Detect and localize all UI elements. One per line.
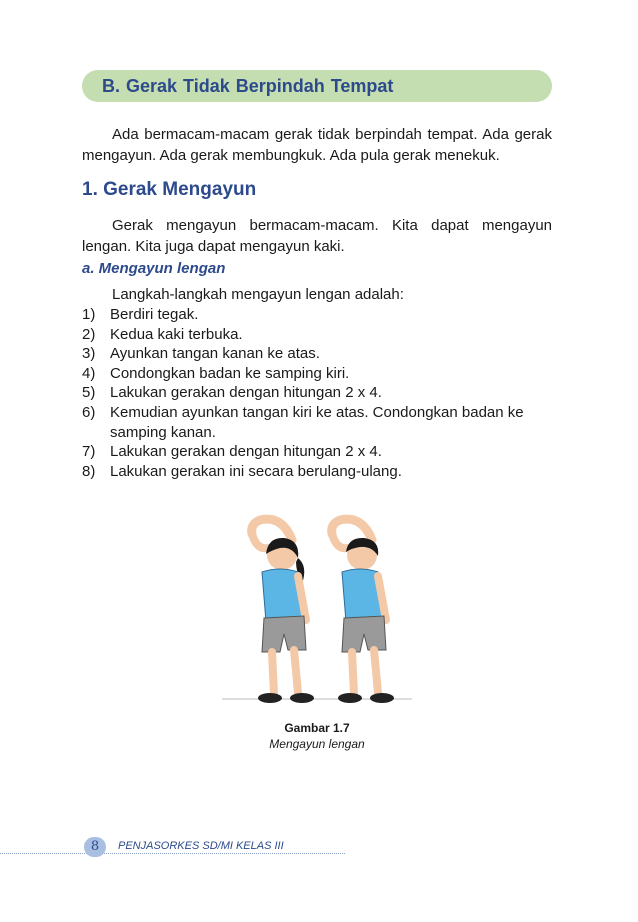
step-text: Lakukan gerakan dengan hitungan 2 x 4. [110, 384, 382, 402]
footer-divider [0, 853, 345, 854]
steps-intro: Langkah-langkah mengayun lengan adalah: [112, 286, 404, 303]
list-item [82, 442, 562, 462]
step-number: 3) [82, 345, 96, 363]
step-text: Lakukan gerakan dengan hitungan 2 x 4. [110, 443, 382, 461]
list-item [82, 462, 562, 482]
list-item [82, 344, 562, 364]
step-text: Kedua kaki terbuka. [110, 325, 243, 343]
subsection-intro: Gerak mengayun bermacam-macam. Kita dapat mengayun lengan. Kita juga dapat mengayun kaki. [82, 217, 552, 255]
step-number: 2) [82, 325, 96, 343]
step-number: 5) [82, 384, 96, 402]
step-number: 8) [82, 462, 96, 480]
section-banner [82, 70, 552, 102]
step-text: Lakukan gerakan ini secara berulang-ulang. [110, 462, 402, 480]
step-number: 7) [82, 443, 96, 461]
girl-figure [252, 519, 314, 703]
section-title: B. Gerak Tidak Berpindah Tempat [102, 76, 394, 96]
figure-title: Gambar 1.7 [284, 721, 350, 735]
step-number: 6) [82, 403, 96, 421]
steps-list [82, 305, 562, 481]
section-intro: Ada bermacam-macam gerak tidak berpindah tempat. Ada gerak mengayun. Ada gerak membungkuk. Ada pula gerak menekuk. [82, 126, 552, 164]
page-number: 8 [84, 837, 106, 857]
list-item [82, 403, 562, 442]
list-item [82, 305, 562, 325]
list-item [82, 364, 562, 384]
boy-figure [332, 519, 394, 703]
figure-illustration [222, 510, 412, 715]
step-number: 4) [82, 364, 96, 382]
step-number: 1) [82, 306, 96, 323]
list-item [82, 383, 562, 403]
step-text: Condongkan badan ke samping kiri. [110, 364, 350, 382]
subsection-title: 1. Gerak Mengayun [82, 179, 257, 200]
step-text: Ayunkan tangan kanan ke atas. [110, 345, 320, 363]
footer-text: PENJASORKES SD/MI KELAS III [118, 840, 284, 852]
step-text: Berdiri tegak. [110, 306, 199, 323]
step-text: Kemudian ayunkan tangan kiri ke atas. Condongkan badan ke samping kanan. [110, 403, 524, 441]
figure-caption: Mengayun lengan [269, 737, 365, 751]
list-item [82, 325, 562, 345]
subsub-title: a. Mengayun lengan [82, 260, 226, 277]
